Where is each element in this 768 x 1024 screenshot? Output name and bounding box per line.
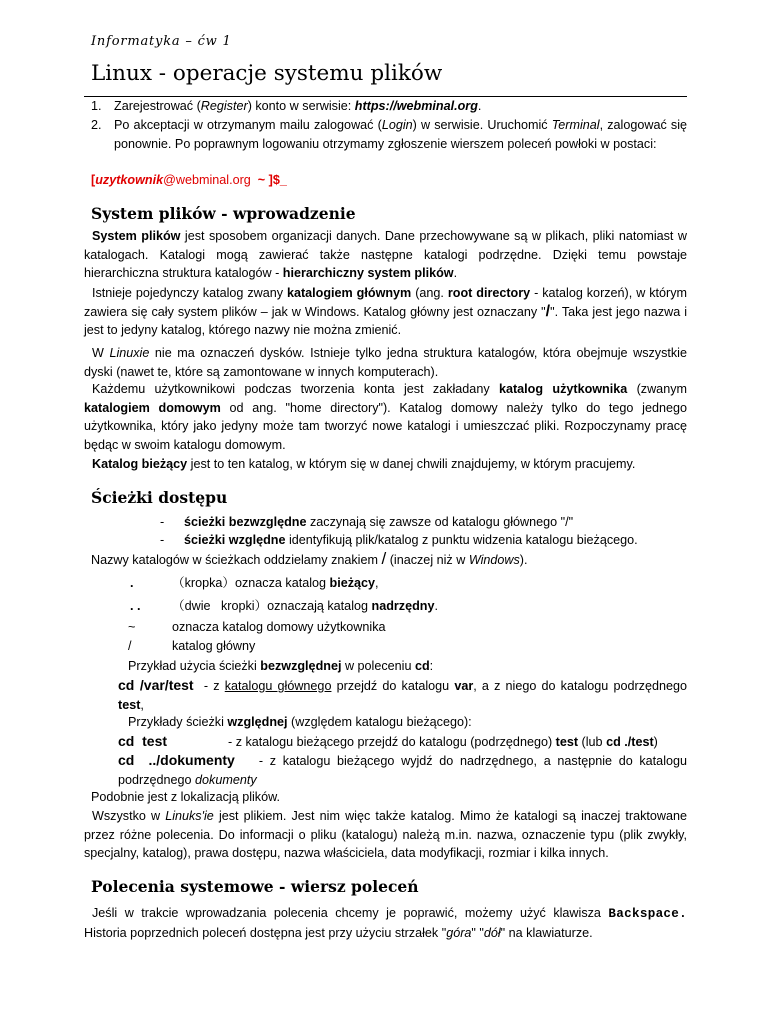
bold-term: test: [555, 735, 579, 749]
example-cd-var-test: [118, 676, 687, 714]
para-text: " ": [471, 925, 484, 940]
para-text: Historia poprzednich poleceń dostępna jest przy użyciu strzałek ": [84, 925, 447, 940]
bold-term: ścieżki względne: [184, 533, 286, 547]
separator-slash: /: [381, 549, 387, 568]
paragraph-everything-is-file: [84, 807, 687, 863]
para-text: Przykład użycia ścieżki: [128, 659, 261, 673]
step-text: ) konto w serwisie:: [247, 99, 355, 113]
para-text: ).: [519, 553, 528, 567]
step-2: [91, 116, 687, 153]
para-text: Przykłady ścieżki: [128, 715, 228, 729]
bullet-absolute-paths: [160, 513, 687, 532]
example-absolute-intro: [128, 657, 433, 676]
para-text: W: [92, 346, 110, 360]
para-text: .: [679, 907, 687, 921]
bullet-relative-paths: [160, 531, 687, 550]
para-text: Istnieje pojedynczy katalog zwany: [92, 286, 287, 300]
path-separator-note: [91, 550, 528, 570]
step-text: ) w serwisie. Uruchomić: [412, 118, 552, 132]
bold-term: cd ./test: [606, 735, 654, 749]
bold-term: System plików: [92, 229, 181, 243]
page-title: Linux - operacje systemu plików: [91, 61, 443, 86]
italic-term: góra: [446, 925, 472, 940]
para-text: od ang. "home directory"). Katalog domowy należy tylko do tego jednego użytkownika, który jako jedyny może tam tworzyć nowe katalogi i umieszczać pliki. Rozpoczynamy pracę będąc w swoim katalogu domowym.: [84, 400, 687, 452]
symbol-desc: .: [434, 599, 438, 613]
para-text: nie ma oznaczeń dysków. Istnieje tylko jedna struktura katalogów, która obejmuje wszystkie dyski (nawet te, które są zamontowane w innych komputerach).: [84, 346, 687, 379]
para-text: ,: [140, 697, 144, 712]
step-number: 1.: [91, 99, 102, 113]
prompt-tail: ~ ]$_: [250, 173, 287, 187]
italic-term: Linuks'ie: [165, 809, 214, 823]
italic-term: dół: [483, 925, 501, 940]
command: cd ../dokumenty: [118, 752, 235, 768]
step-text: Zarejestrować (: [114, 99, 201, 113]
para-text: - z katalogu bieżącego przejdź do katalogu (podrzędnego): [228, 735, 556, 749]
command: cd test: [118, 733, 168, 749]
bold-term: root directory: [447, 286, 531, 300]
bold-term: cd: [414, 659, 430, 673]
para-text: Nazwy katalogów w ścieżkach oddzielamy znakiem: [91, 553, 382, 567]
italic-term: dokumenty: [195, 772, 257, 787]
paragraph-root-directory: [84, 284, 687, 340]
bold-term: Katalog bieżący: [92, 457, 188, 471]
symbol-desc: ,: [375, 576, 379, 590]
symbol-desc: katalog główny: [172, 639, 256, 653]
symbol-row-slash: [128, 637, 688, 656]
section-heading-paths: Ścieżki dostępu: [91, 488, 228, 507]
example-relative-intro: [128, 713, 472, 732]
paragraph-linux-drives: [84, 344, 687, 381]
paragraph-home-directory: [84, 380, 687, 454]
step-1: [91, 97, 687, 116]
step-text: .: [477, 99, 482, 113]
key-backspace: Backspace: [608, 907, 680, 921]
bold-term: katalogiem domowym: [84, 400, 221, 415]
para-text: Jeśli w trakcie wprowadzania polecenia chcemy je poprawić, możemy użyć klawisza: [92, 906, 609, 920]
para-text: - z katalogu bieżącego wyjdź do nadrzędnego, a następnie do katalogu podrzędnego: [118, 754, 687, 787]
para-text: Wszystko w: [92, 809, 166, 823]
bold-term: hierarchiczny system plików: [282, 266, 454, 281]
example-cd-test: [118, 732, 687, 752]
para-text: (lub: [578, 735, 607, 749]
para-text: .: [453, 266, 458, 281]
para-text: , a z niego do katalogu podrzędnego: [473, 679, 687, 693]
symbol-desc: （kropka）oznacza katalog: [172, 576, 330, 590]
example-cd-dokumenty: [118, 751, 687, 789]
prompt-host: @webminal.org: [163, 173, 251, 187]
para-text: :: [429, 659, 434, 673]
prompt-user: uzytkownik: [95, 173, 164, 187]
paragraph-files-location: Podobnie jest z lokalizacją plików.: [91, 790, 281, 804]
para-text: jest plikiem. Jest nim więc także katalog. Mimo że katalogi są inaczej traktowane przez różne polecenia. Do informacji o pliku (katalogu) należą m.in. nazwa, oznaczenie typu (plik zwykły, specjalny, katalog), prawa dostępu, nazwa właściciela, data modyfikacji, rozmiar i kilka innych.: [84, 809, 687, 861]
step-em: Register: [200, 99, 248, 113]
para-text: w poleceniu: [341, 659, 415, 673]
webminal-link[interactable]: https://webminal.org: [354, 99, 478, 113]
para-text: jest sposobem organizacji danych. Dane przechowywane są w plikach, pliki natomiast w katalogach. Katalogi mogą zawierać także następne katalogi podrzędne. Dzięki temu powstaje hierarchiczna struktura katalogów -: [84, 229, 687, 281]
bold-term: względnej: [227, 715, 288, 729]
command: cd /var/test: [118, 677, 194, 693]
symbol: . .: [130, 599, 141, 613]
para-text: Każdemu użytkownikowi podczas tworzenia konta jest zakładany: [92, 382, 499, 396]
italic-term: Windows: [468, 553, 520, 567]
bold-term: test: [118, 697, 141, 712]
step-text: Po akceptacji w otrzymanym mailu zalogować (: [114, 118, 382, 132]
symbol-desc: （dwie kropki）oznaczają katalog: [172, 599, 372, 613]
bullet-text: identyfikują plik/katalog z punktu widzenia katalogu bieżącego.: [285, 533, 638, 547]
step-em: Login: [381, 118, 413, 132]
paragraph-file-system: [84, 227, 687, 283]
step-em: Terminal: [551, 118, 600, 132]
bold-term: katalog użytkownika: [498, 382, 628, 396]
underlined-term: katalogu głównego: [224, 679, 332, 693]
paragraph-command-editing: [84, 904, 687, 942]
prompt-bracket: [: [91, 173, 96, 187]
bold-term: nadrzędny: [371, 599, 435, 613]
section-heading-command-line: Polecenia systemowe - wiersz poleceń: [91, 877, 419, 896]
symbol-row-dot: [128, 574, 688, 593]
paragraph-current-directory: [84, 455, 687, 474]
symbol: /: [128, 639, 132, 653]
bullet-text: zaczynają się zawsze od katalogu głównego "/": [306, 515, 574, 529]
bold-term: ścieżki bezwzględne: [184, 515, 307, 529]
symbol-row-dotdot: [128, 597, 688, 616]
symbol-desc: oznacza katalog domowy użytkownika: [172, 620, 386, 634]
shell-prompt: [91, 171, 287, 190]
bold-term: bieżący: [329, 576, 376, 590]
bold-term: bezwzględnej: [260, 659, 342, 673]
bold-term: var: [454, 679, 474, 693]
para-text: - katalog korzeń), w którym zawiera się cały system plików – jak w Windows. Katalog główny jest oznaczany ": [84, 286, 687, 319]
para-text: (inaczej niż w: [386, 553, 469, 567]
running-head: Informatyka – ćw 1: [91, 34, 232, 49]
para-text: (zwanym: [627, 382, 687, 396]
step-text: , zalogować się ponownie. Po poprawnym logowaniu otrzymamy zgłoszenie wierszem poleceń powłoki w postaci:: [114, 118, 687, 151]
bold-term: katalogiem głównym: [286, 286, 412, 300]
step-number: 2.: [91, 118, 102, 132]
symbol: ~: [128, 620, 136, 634]
para-text: (względem katalogu bieżącego):: [287, 715, 472, 729]
para-text: ): [653, 735, 658, 749]
para-text: (ang.: [411, 286, 448, 300]
dash-marker: -: [160, 515, 165, 529]
section-heading-file-system: System plików - wprowadzenie: [91, 204, 356, 223]
symbol: .: [130, 576, 134, 590]
para-text: " na klawiaturze.: [500, 925, 593, 940]
italic-term: Linuxie: [109, 346, 150, 360]
para-text: przejdź do katalogu: [331, 679, 455, 693]
para-text: jest to ten katalog, w którym się w danej chwili znajdujemy, w którym pracujemy.: [187, 457, 636, 471]
symbol-row-tilde: [128, 618, 688, 637]
dash-marker: -: [160, 533, 165, 547]
para-text: ". Taka jest jego nazwa i jest to jedyny katalog, którego nazwy nie można zmienić.: [84, 304, 688, 338]
para-text: - z: [193, 679, 225, 693]
root-slash: /: [545, 302, 551, 320]
